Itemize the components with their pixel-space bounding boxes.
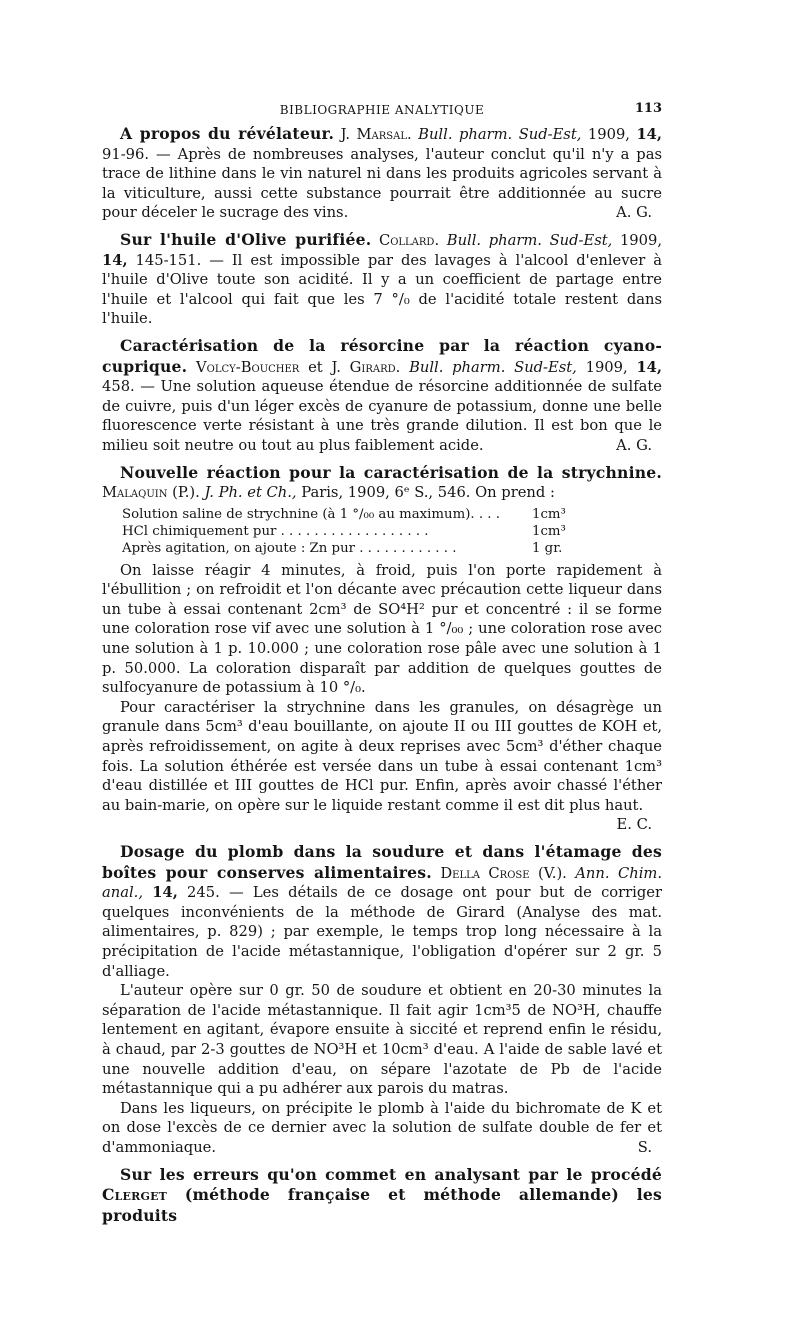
document-page	[102, 98, 662, 1233]
abstract-entry	[102, 1165, 662, 1227]
page-number: 113	[634, 101, 662, 116]
volume-number: 14,	[152, 884, 178, 902]
abstract-entry	[102, 463, 662, 836]
recipe-item: HCl chimiquement pur . . . . . . . . . . . . . . . . . .	[122, 523, 429, 539]
abstract-title-author: Clerget	[102, 1185, 168, 1205]
journal-name: Bull. pharm. Sud-Est,	[418, 126, 582, 143]
abstract-paragraph: Sur l'huile d'Olive purifiée. Collard. Bull. pharm. Sud-Est, 1909, 14, 145-151. — Il est impossible par des lavages à l'alcool d'enlever à l'huile d'Olive toute son acidité. Il y a un coefficient de partage entre l'huile et l'alcool qui fait que les 7 °/₀ de l'acidité totale restent dans l'huile.	[102, 229, 663, 328]
abstract-body: 458. — Une solution aqueuse étendue de résorcine additionnée de sulfate de cuivre, puis d'un léger excès de cyanure de potassium, donne une belle fluorescence verte résistant à une très grande dilution. Il est bon que le milieu soit neutre ou tout au plus faiblement acide.	[102, 378, 662, 454]
journal-name: J. Ph. et Ch.,	[204, 484, 297, 502]
abstract-title-continued: (méthode française et méthode allemande) les produits	[102, 1185, 662, 1225]
recipe-row	[122, 523, 572, 540]
recipe-table	[122, 506, 572, 557]
recipe-amount: 1 gr.	[532, 540, 563, 556]
recipe-row	[122, 506, 572, 523]
author-name: Marsal	[356, 126, 408, 143]
abstract-signature: A. G.	[616, 204, 652, 222]
abstract-paragraph: L'auteur opère sur 0 gr. 50 de soudure et obtient en 20-30 minutes la séparation de l'acide métastannique. Il fait agir 1cm³5 de NO³H, chauffe lentement en agitant, évapore ensuite à siccité et reprend enfin le résidu, à chaud, par 2-3 gouttes de NO³H et 10cm³ d'eau. A l'aide de sable lavé et une nouvelle addition d'eau, on sépare l'azotate de Pb de l'acide métastannique qui a pu adhérer aux parois du matras.	[102, 982, 662, 1098]
abstract-title: Nouvelle réaction pour la caractérisation de la strychnine.	[120, 462, 662, 482]
abstract-body: 245. — Les détails de ce dosage ont pour but de corriger quelques inconvénients de la méthode de Girard (Analyse des mat. alimentaires, p. 829) ; par exemple, le temps trop long nécessaire à la précipitation de l'acide métastannique, l'obligation d'opérer sur 2 gr. 5 d'alliage.	[102, 884, 662, 980]
recipe-row	[122, 540, 572, 557]
volume-number: 14,	[636, 126, 663, 143]
abstract-paragraph	[102, 1165, 662, 1227]
author-name: Della Crose	[440, 864, 530, 882]
abstract-paragraph: A propos du révélateur. J. Marsal. Bull. pharm. Sud-Est, 1909, 14, 91-96. — Après de nombreuses analyses, l'auteur conclut qu'il n'y a pas trace de lithine dans le vin naturel ni dans les produits agricoles servant à la viticulture, aussi cette substance pourrait être additionnée au sucre pour déceler le sucrage des vins. A. G.	[102, 124, 663, 222]
abstract-title: Sur l'huile d'Olive purifiée.	[120, 229, 372, 249]
abstract-signature: E. C.	[616, 816, 652, 834]
author-name: Girard	[349, 358, 396, 376]
abstract-title: Caractérisation de la résorcine par la réaction cyano-cuprique.	[102, 335, 662, 376]
journal-name: Bull. pharm. Sud-Est,	[446, 231, 613, 249]
abstract-paragraph: Caractérisation de la résorcine par la réaction cyano-cuprique. Volcy-Boucher et J. Girard. Bull. pharm. Sud-Est, 1909, 14, 458. — Une solution aqueuse étendue de résorcine additionnée de sulfate de cuivre, puis d'un léger excès de cyanure de potassium, donne une belle fluorescence verte résistant à une très grande dilution. Il est bon que le milieu soit neutre ou tout au plus faiblement acide. A. G.	[102, 335, 662, 454]
running-title: BIBLIOGRAPHIE ANALYTIQUE	[279, 103, 485, 117]
abstract-entry	[102, 842, 662, 1158]
volume-number: 14,	[102, 251, 128, 269]
abstract-signature: A. G.	[616, 436, 652, 454]
volume-number: 14,	[636, 358, 662, 376]
abstract-entry	[102, 230, 662, 329]
abstract-title: Dosage du plomb dans la soudure et dans l'étamage des boîtes pour conserves alimentaires.	[102, 842, 662, 882]
author-name: Malaquin	[102, 484, 168, 502]
journal-name: Ann. Chim. anal.,	[102, 864, 662, 902]
abstract-body: 91-96. — Après de nombreuses analyses, l'auteur conclut qu'il n'y a pas trace de lithine dans le vin naturel ni dans les produits agricoles servant à la viticulture, aussi cette substance pourrait être additionnée au sucre pour déceler le sucrage des vins.	[102, 145, 662, 222]
abstract-title: A propos du révélateur.	[120, 124, 335, 143]
author-name: Collard	[378, 231, 435, 249]
recipe-item: Après agitation, on ajoute : Zn pur . . . . . . . . . . . .	[122, 540, 457, 556]
abstract-paragraph: Nouvelle réaction pour la caractérisation de la strychnine. Malaquin (P.). J. Ph. et Ch., Paris, 1909, 6ᵉ S., 546. On prend :	[102, 462, 662, 502]
abstract-entry	[102, 124, 662, 223]
author-name: Volcy-Boucher	[196, 358, 300, 376]
recipe-amount: 1cm³	[532, 523, 566, 539]
abstract-entry	[102, 336, 662, 456]
abstract-paragraph: Pour caractériser la strychnine dans les granules, on désagrège un granule dans 5cm³ d'eau bouillante, on ajoute II ou III gouttes de KOH et, après refroidissement, on agite à deux reprises avec 5cm³ d'éther chaque fois. La solution éthérée est versée dans un tube à essai contenant 1cm³ d'eau distillée et III gouttes de HCl pur. Enfin, après avoir chassé l'éther au bain-marie, on opère sur le liquide restant comme il est dit plus haut. E. C.	[102, 698, 662, 834]
abstract-body: 145-151. — Il est impossible par des lavages à l'alcool d'enlever à l'huile d'Olive toute son acidité. Il y a un coefficient de partage entre l'huile et l'alcool qui fait que les 7 °/₀ de l'acidité totale restent dans l'huile.	[102, 251, 662, 328]
abstract-title: Sur les erreurs qu'on commet en analysant par le procédé	[120, 1164, 662, 1184]
abstract-signature: S.	[637, 1138, 652, 1156]
recipe-amount: 1cm³	[532, 506, 566, 522]
page-header	[102, 98, 662, 120]
recipe-item: Solution saline de strychnine (à 1 °/₀₀ au maximum). . . .	[122, 506, 500, 522]
abstract-paragraph: Dosage du plomb dans la soudure et dans l'étamage des boîtes pour conserves alimentaires. Della Crose (V.). Ann. Chim. anal., 14, 245. — Les détails de ce dosage ont pour but de corriger quelques inconvénients de la méthode de Girard (Analyse des mat. alimentaires, p. 829) ; par exemple, le temps trop long nécessaire à la précipitation de l'acide métastannique, l'obligation d'opérer sur 2 gr. 5 d'alliage.	[102, 842, 662, 980]
journal-name: Bull. pharm. Sud-Est,	[409, 358, 577, 376]
abstract-paragraph: Dans les liqueurs, on précipite le plomb à l'aide du bichromate de K et on dose l'excès de ce dernier avec la solution de sulfate double de fer et d'ammoniaque. S.	[102, 1099, 662, 1156]
abstract-paragraph: On laisse réagir 4 minutes, à froid, puis l'on porte rapidement à l'ébullition ; on refroidit et l'on décante avec précaution cette liqueur dans un tube à essai contenant 2cm³ de SO⁴H² pur et concentré : il se forme une coloration rose vif avec une solution à 1 °/₀₀ ; une coloration rose avec une solution à 1 p. 10.000 ; une coloration rose pâle avec une solution à 1 p. 50.000. La coloration disparaît par addition de quelques gouttes de sulfocyanure de potassium à 10 °/₀.	[102, 561, 662, 697]
